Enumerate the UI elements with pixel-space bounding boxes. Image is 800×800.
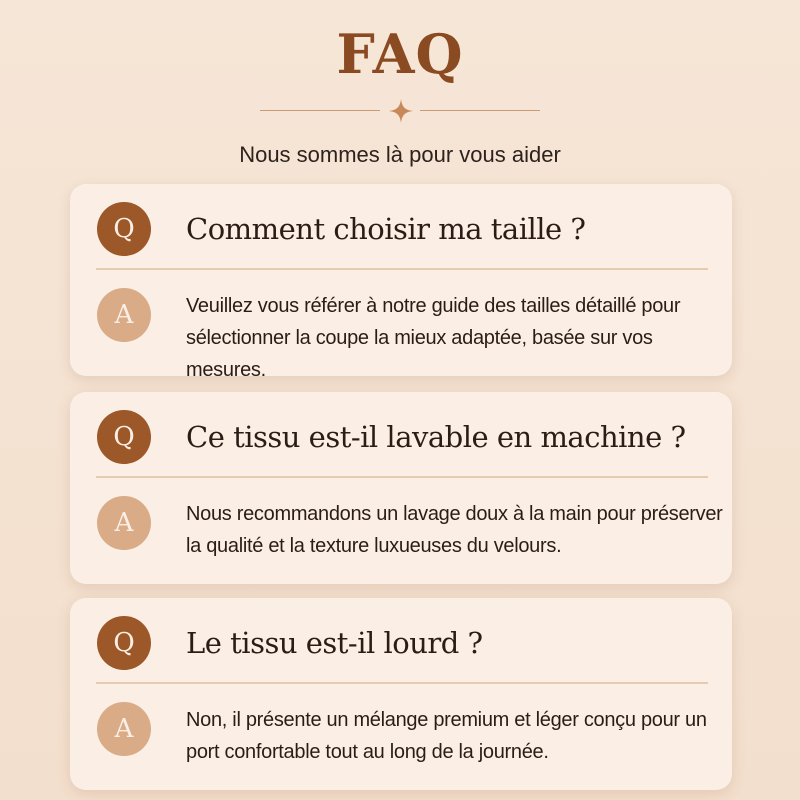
faq-answer: Veuillez vous référer à notre guide des tailles détaillé pour sélectionner la coupe la mieux adaptée, basée sur vos mesures.	[186, 295, 681, 381]
answer-badge: A	[97, 702, 151, 756]
faq-question[interactable]: Ce tissu est-il lavable en machine ?	[186, 420, 686, 454]
answer-badge: A	[97, 496, 151, 550]
faq-answer: Nous recommandons un lavage doux à la main pour préserver la qualité et la texture luxueuses du velours.	[186, 503, 723, 557]
page-title: FAQ	[336, 22, 464, 86]
faq-answer: Non, il présente un mélange premium et léger conçu pour un port confortable tout au long de la journée.	[186, 709, 707, 763]
card-divider	[96, 268, 708, 270]
faq-question[interactable]: Le tissu est-il lourd ?	[186, 626, 483, 660]
page-subtitle: Nous sommes là pour vous aider	[239, 142, 561, 167]
title-divider	[0, 98, 800, 124]
card-divider	[96, 476, 708, 478]
question-badge: Q	[97, 616, 151, 670]
card-divider	[96, 682, 708, 684]
faq-card-size[interactable]	[70, 184, 732, 381]
faq-card-weight[interactable]	[70, 598, 732, 790]
faq-question[interactable]: Comment choisir ma taille ?	[186, 212, 586, 246]
divider-line-right	[420, 110, 540, 111]
sparkle-star-icon	[388, 98, 414, 124]
divider-line-left	[260, 110, 380, 111]
question-badge: Q	[97, 202, 151, 256]
faq-card-washing[interactable]	[70, 392, 732, 584]
answer-badge: A	[97, 288, 151, 342]
question-badge: Q	[97, 410, 151, 464]
